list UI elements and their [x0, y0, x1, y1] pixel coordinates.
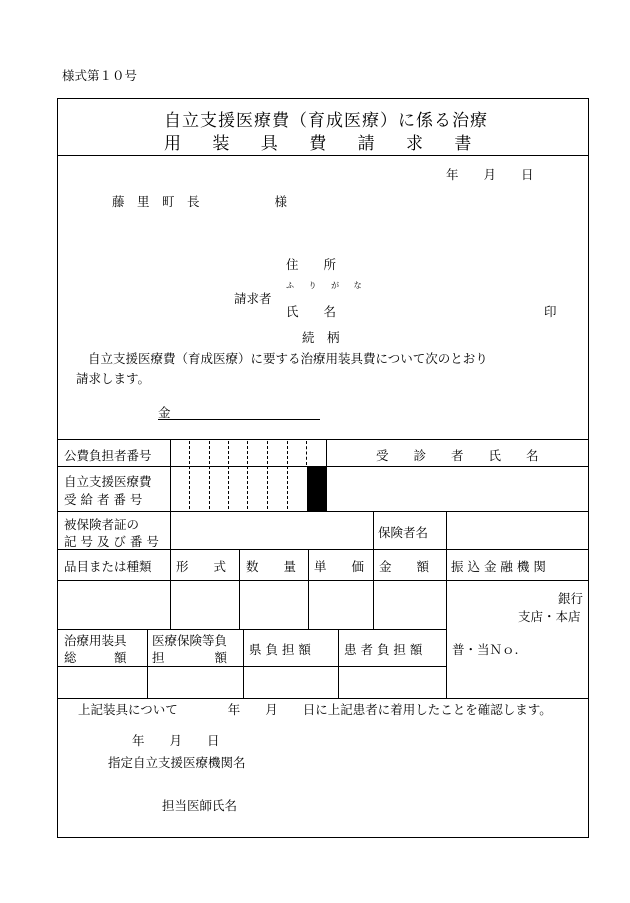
- patient-share-label: 患 者 負 担 額: [344, 642, 423, 657]
- date-line: 年 月 日: [446, 167, 534, 182]
- total-label-1: 治療用装具: [64, 633, 127, 648]
- doctor-label: 担当医師氏名: [162, 798, 238, 813]
- amount-label: 金: [158, 405, 171, 420]
- request-form: [57, 98, 589, 838]
- relation-label: 続 柄: [302, 330, 340, 345]
- public-payer-no-label: 公費負担者番号: [64, 448, 152, 463]
- confirmation-date: 年 月 日: [132, 733, 220, 748]
- col-bank: 振 込 金 融 機 関: [451, 559, 546, 574]
- col-unit-price: 単 価: [314, 559, 365, 574]
- pref-share-label: 県 負 担 額: [249, 642, 311, 657]
- requester-label: 請求者: [234, 291, 272, 306]
- form-title-line2: 用 装 具 費 請 求 書: [164, 134, 472, 154]
- address-label: 住 所: [286, 257, 337, 272]
- bank-label: 銀行: [558, 591, 584, 606]
- col-qty: 数 量: [246, 559, 297, 574]
- body-text-line2: 請求します。: [76, 371, 151, 386]
- blacked-out-digit: [307, 467, 326, 511]
- form-title-line1: 自立支援医療費（育成医療）に係る治療: [164, 111, 488, 131]
- amount-underline: [158, 419, 320, 420]
- insurer-name-label: 保険者名: [378, 525, 429, 540]
- col-item: 品目または種類: [64, 559, 152, 574]
- form-number: 様式第１０号: [62, 68, 138, 83]
- col-amount: 金 額: [379, 559, 430, 574]
- addressee: 藤 里 町 長 様: [112, 194, 288, 209]
- name-label: 氏 名: [286, 304, 337, 319]
- insured-card-label-2: 記 号 及 び 番 号: [64, 534, 159, 549]
- account-label: 普・当Ｎｏ.: [452, 642, 519, 657]
- seal-label: 印: [544, 304, 557, 319]
- recipient-no-label-1: 自立支援医療費: [64, 474, 152, 489]
- branch-label: 支店・本店: [518, 609, 581, 624]
- insurance-label-2: 担 額: [152, 650, 228, 665]
- col-form: 形 式: [176, 559, 227, 574]
- insured-card-label-1: 被保険者証の: [64, 517, 140, 532]
- title-divider: [58, 155, 588, 156]
- body-text-line1: 自立支援医療費（育成医療）に要する治療用装具費について次のとおり: [88, 351, 488, 366]
- insurance-label-1: 医療保険等負: [152, 633, 228, 648]
- recipient-no-label-2: 受 給 者 番 号: [64, 492, 143, 507]
- furigana-label: ふ り が な: [286, 281, 368, 290]
- confirmation-text: 上記装具について 年 月 日に上記患者に着用したことを確認します。: [78, 702, 552, 717]
- patient-name-label: 受 診 者 氏 名: [376, 448, 539, 463]
- institution-label: 指定自立支援医療機関名: [108, 755, 246, 770]
- total-label-2: 総 額: [64, 650, 127, 665]
